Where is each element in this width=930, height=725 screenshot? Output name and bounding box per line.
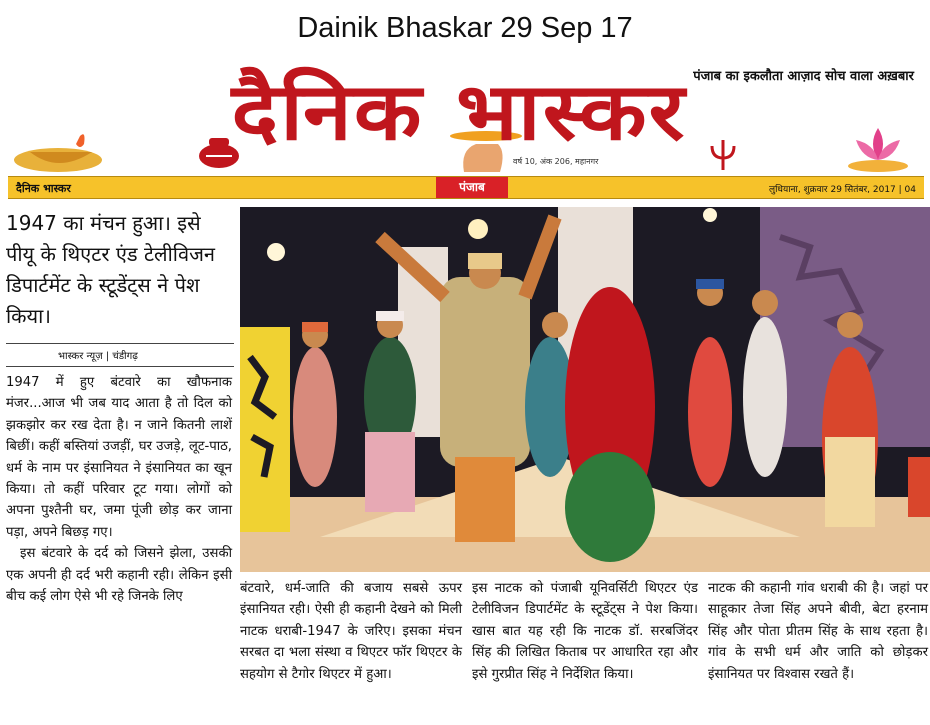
section-label: पंजाब: [436, 177, 508, 198]
body-paragraph: बंटवारे, धर्म-जाति की बजाय सबसे ऊपर इंसानियत रही। ऐसी ही कहानी देखने को मिली नाटक धराबी-1947 के जरिए। इसका मंचन सरबत दा भला संस्था व थिएटर फॉर थिएटर के सहयोग से टैगोर थिएटर में हुआ।: [240, 581, 462, 682]
dateline: लुधियाना, शुक्रवार 29 सितंबर, 2017 | 04: [769, 185, 916, 195]
masthead-tagline: पंजाब का इकलौता आज़ाद सोच वाला अख़बार: [693, 69, 914, 84]
body-paragraph: इस नाटक को पंजाबी यूनिवर्सिटी थिएटर एंड टेलीविजन डिपार्टमेंट के स्टूडेंट्स ने पेश किया। खास बात यह रही कि नाटक डॉ. सरबजिंदर सिंह की लिखित किताब पर आधारित रहा और इसे गुरप्रीत सिंह ने निर्देशित किया।: [472, 581, 698, 682]
body-paragraph: नाटक की कहानी गांव धराबी की है। जहां पर साहूकार तेजा सिंह अपने बीवी, बेटा हरनाम सिंह और पोता प्रीतम सिंह के साथ रहता है। गांव के सभी धर्म और जाति को छोड़कर इंसानियत पर विश्वास रखते हैं।: [708, 581, 928, 682]
newspaper-masthead: [8, 56, 924, 176]
body-column-4: [708, 578, 928, 685]
byline-rule-bottom: [6, 366, 234, 367]
byline-rule: [6, 343, 234, 344]
body-column-1: [6, 372, 232, 607]
clipping-caption: Dainik Bhaskar 29 Sep 17: [297, 12, 633, 44]
body-paragraph: 1947 में हुए बंटवारे का खौफनाक मंजर...आज भी जब याद आता है तो दिल को झकझोर कर रख देता है। न जाने कितनी लाशें बिछीं। कहीं बस्तियां उजड़ीं, घर उजड़े, लूट-पाठ, धर्म के नाम पर इंसानियत ने इंसानियत का खून किया। तो कहीं परिवार टूट गया। लोगों को अपना पुश्तैनी घर, जमा पूंजी छोड़ कर जाना पड़ा, अपने बिछड़ गए।: [6, 375, 232, 540]
article-headline: 1947 का मंचन हुआ। इसे पीयू के थिएटर एंड टेलीविजन डिपार्टमेंट के स्टूडेंट्स ने पेश किया।: [6, 211, 216, 328]
body-column-3: [472, 578, 698, 685]
edition-line: वर्ष 10, अंक 206, महानगर: [513, 157, 599, 166]
section-strip: [8, 176, 924, 199]
strip-brand: दैनिक भास्कर: [16, 182, 71, 195]
stage-photo-image: [240, 207, 930, 572]
byline: भास्कर न्यूज़ | चंडीगढ़: [58, 351, 138, 362]
stage-photo: [240, 207, 930, 572]
body-paragraph: इस बंटवारे के दर्द को जिसने झेला, उसकी एक अपनी ही दर्द भरी कहानी रही। लेकिन इसी बीच कई लोग ऐसे भी रहे जिनके लिए: [6, 546, 232, 605]
masthead-title: दैनिक भास्कर: [231, 65, 687, 158]
body-column-2: [240, 578, 462, 685]
